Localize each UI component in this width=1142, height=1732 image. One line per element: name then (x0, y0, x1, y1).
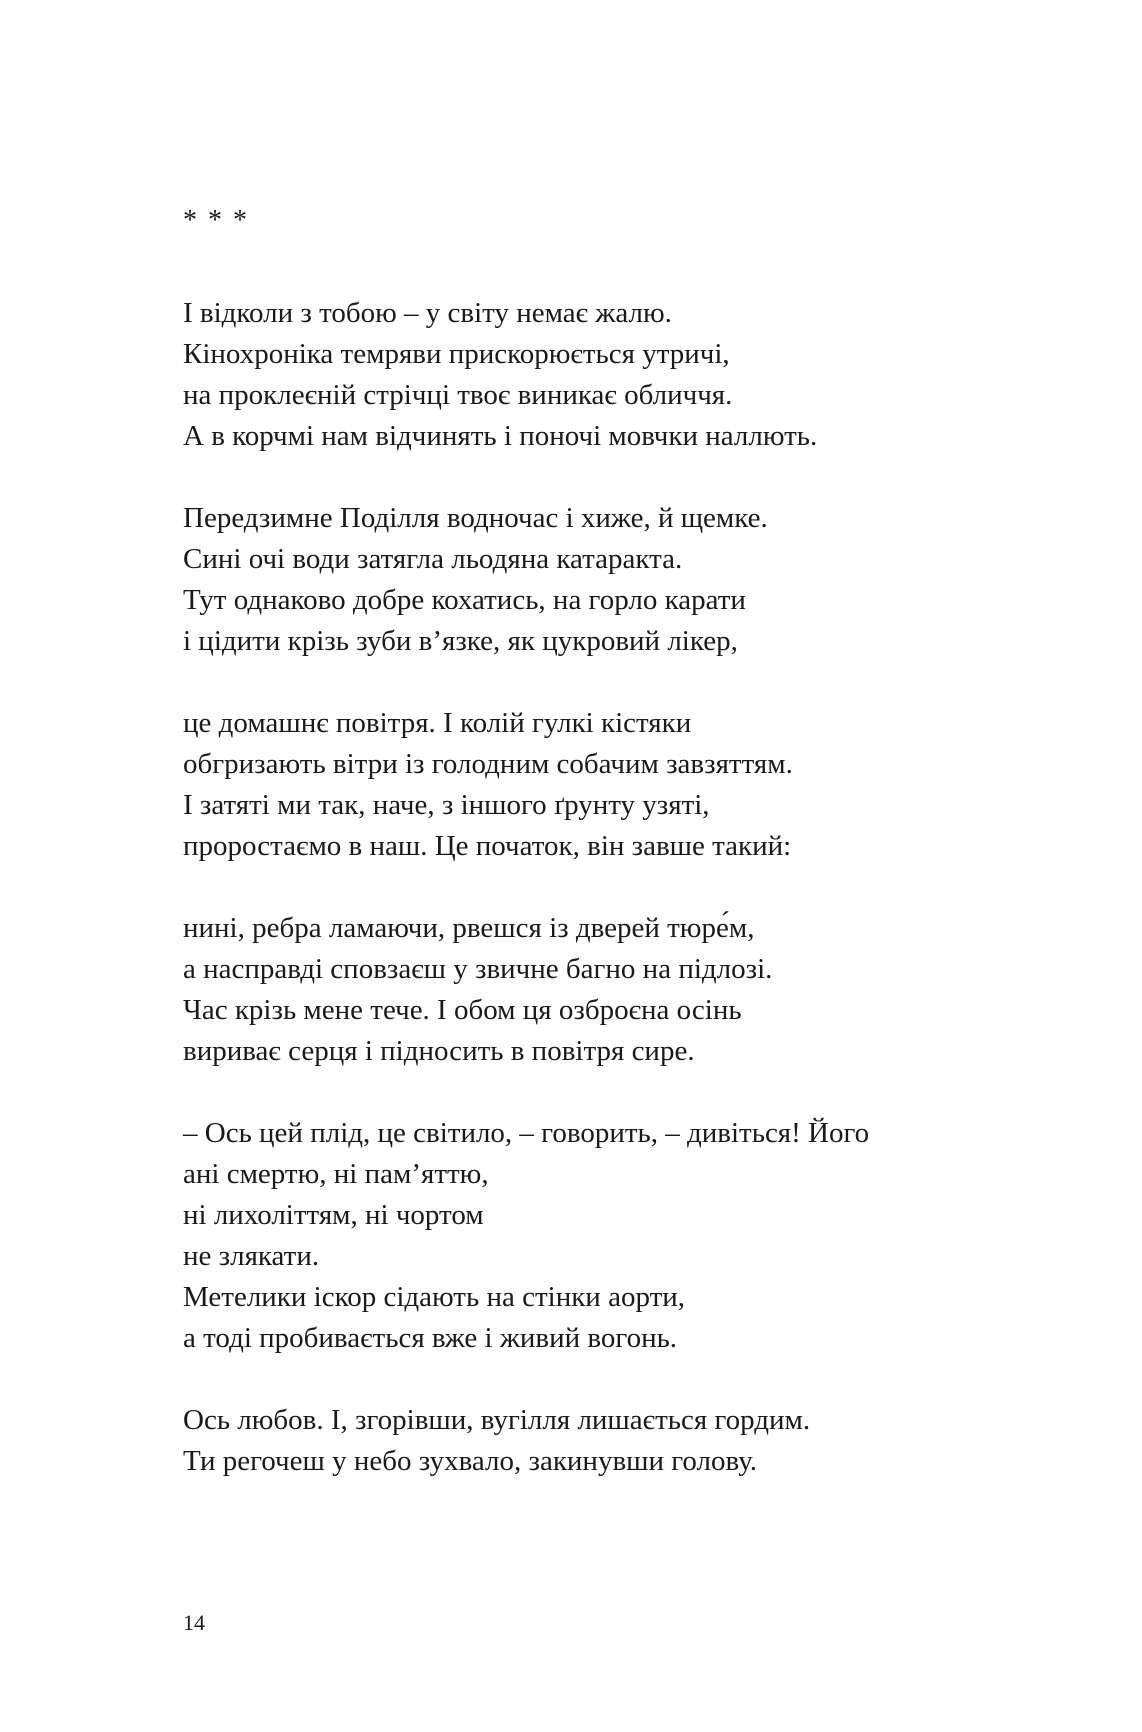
poem-line: ні лихоліттям, ні чортом (183, 1199, 484, 1231)
stanza (183, 1400, 1083, 1482)
stanza (183, 703, 1083, 867)
poem-line: і цідити крізь зуби в’язке, як цукровий лікер, (183, 625, 738, 657)
poem-line: а насправді сповзаєш у звичне багно на підлозі. (183, 953, 773, 985)
poem-line: Час крізь мене тече. І обом ця озброєна осінь (183, 994, 742, 1026)
poem-line: не злякати. (183, 1240, 320, 1272)
poem-line: Ось любов. І, згорівши, вугілля лишається гордим. (183, 1404, 811, 1436)
stanza (183, 293, 1083, 457)
poem-line: обгризають вітри із голодним собачим завзяттям. (183, 748, 793, 780)
poem-line: ані смертю, ні пам’яттю, (183, 1158, 489, 1190)
poem-line: вириває серця і підносить в повітря сире. (183, 1035, 695, 1067)
stanza (183, 498, 1083, 662)
stanza-gap (183, 662, 1083, 703)
poem-line: Сині очі води затягла льодяна катаракта. (183, 543, 683, 575)
poem-line: Кінохроніка темряви прискорюється утричі, (183, 338, 730, 370)
poem-line: А в корчмі нам відчинять і поночі мовчки наллють. (183, 420, 818, 452)
poem-line: це домашнє повітря. І колій гулкі кістяки (183, 707, 692, 739)
page-number: 14 (183, 1610, 205, 1635)
poem-line: І затяті ми так, наче, з іншого ґрунту узяті, (183, 789, 710, 821)
stanza-gap (183, 1072, 1083, 1113)
poem-line: Ти регочеш у небо зухвало, закинувши голову. (183, 1445, 758, 1477)
poem-body (183, 293, 1083, 1482)
poem-line: а тоді пробивається вже і живий вогонь. (183, 1322, 678, 1354)
poem-line: нині, ребра ламаючи, рвешся із дверей тюре́м, (183, 912, 755, 944)
poem-line: – Ось цей плід, це світило, – говорить, – дивіться! Його (183, 1117, 870, 1149)
stanza-gap (183, 867, 1083, 908)
stanza (183, 908, 1083, 1072)
poem-line: Передзимне Поділля водночас і хиже, й щемке. (183, 502, 768, 534)
stanza-gap (183, 457, 1083, 498)
stanza-gap (183, 1359, 1083, 1400)
poem-line: проростаємо в наш. Це початок, він завше такий: (183, 830, 792, 862)
poem-line: І відколи з тобою – у світу немає жалю. (183, 297, 672, 329)
stanza (183, 1113, 1083, 1359)
poem-line: на проклеєній стрічці твоє виникає обличчя. (183, 379, 733, 411)
poem-line: Метелики іскор сідають на стінки аорти, (183, 1281, 686, 1313)
asterism-divider: * * * (183, 205, 249, 236)
poem-line: Тут однаково добре кохатись, на горло карати (183, 584, 746, 616)
